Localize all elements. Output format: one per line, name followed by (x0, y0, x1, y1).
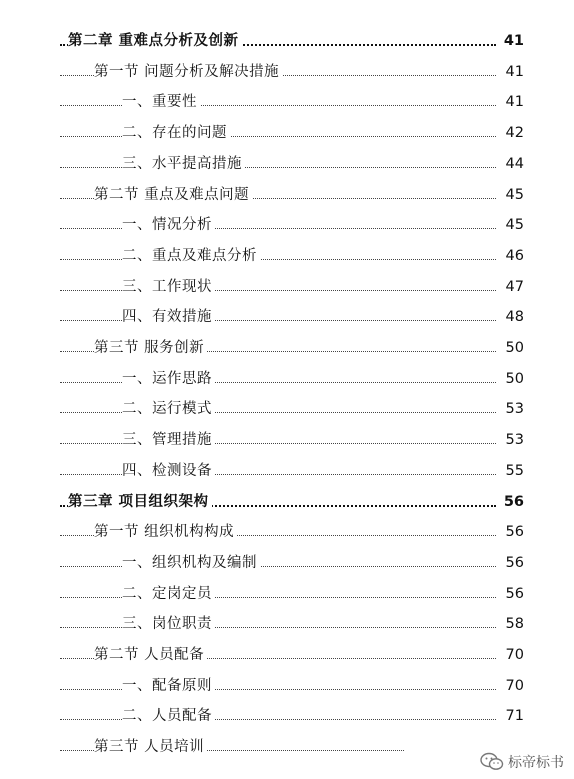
toc-item-row[interactable] (0, 671, 574, 702)
toc-page-number: 53 (504, 394, 524, 425)
toc-item-row[interactable] (0, 149, 574, 180)
toc-item-row[interactable] (0, 609, 574, 640)
toc-item-row[interactable] (0, 394, 574, 425)
toc-entry-label: 二、定岗定员 (122, 579, 215, 610)
toc-item-row[interactable] (0, 210, 574, 241)
toc-page-number: 45 (504, 210, 524, 241)
toc-entry-label: 三、岗位职责 (122, 609, 215, 640)
toc-entry-label: 二、运行模式 (122, 394, 215, 425)
toc-entry-label: 一、配备原则 (122, 671, 215, 702)
toc-entry-label: 三、工作现状 (122, 272, 215, 303)
toc-section-row[interactable] (0, 640, 574, 671)
toc-page-number: 56 (502, 487, 524, 518)
toc-entry-label: 一、情况分析 (122, 210, 215, 241)
toc-entry-label: 四、检测设备 (122, 456, 215, 487)
toc-item-row[interactable] (0, 701, 574, 732)
toc-entry-label: 四、有效措施 (122, 302, 215, 333)
toc-item-row[interactable] (0, 364, 574, 395)
toc-item-row[interactable] (0, 456, 574, 487)
toc-page-number: 42 (504, 118, 524, 149)
toc-page-number: 56 (504, 579, 524, 610)
toc-chapter-row[interactable] (0, 487, 574, 518)
toc-item-row[interactable] (0, 118, 574, 149)
toc-entry-label: 二、重点及难点分析 (122, 241, 260, 272)
toc-item-row[interactable] (0, 272, 574, 303)
toc-entry-label: 第三节 服务创新 (94, 333, 207, 364)
toc-entry-label: 二、人员配备 (122, 701, 215, 732)
toc-page-number: 44 (504, 149, 524, 180)
toc-entry-label: 三、水平提高措施 (122, 149, 245, 180)
toc-page-number: 56 (504, 548, 524, 579)
toc-page-number: 71 (504, 701, 524, 732)
toc-page-number: 50 (504, 364, 524, 395)
wechat-icon (480, 752, 504, 772)
toc-entry-label: 二、存在的问题 (122, 118, 230, 149)
toc-entry-label: 第一节 问题分析及解决措施 (94, 57, 282, 88)
toc-entry-label: 第一节 组织机构构成 (94, 517, 237, 548)
toc-page-number: 70 (504, 640, 524, 671)
toc-page-number: 47 (504, 272, 524, 303)
toc-entry-label: 一、运作思路 (122, 364, 215, 395)
toc-page-number: 55 (504, 456, 524, 487)
toc-section-row[interactable] (0, 57, 574, 88)
toc-chapter-row[interactable] (0, 26, 574, 57)
toc-item-row[interactable] (0, 241, 574, 272)
toc-entry-label: 第三章 项目组织架构 (68, 487, 212, 518)
toc-entry-label: 第二节 重点及难点问题 (94, 180, 252, 211)
toc-page-number: 56 (504, 517, 524, 548)
toc-page-number: 41 (504, 87, 524, 118)
toc-page-number: 58 (504, 609, 524, 640)
watermark-text: 标帝标书 (508, 755, 564, 771)
toc-entry-label: 第二节 人员配备 (94, 640, 207, 671)
toc-item-row[interactable] (0, 302, 574, 333)
toc-section-row[interactable] (0, 333, 574, 364)
toc-page-number: 41 (504, 57, 524, 88)
toc-entry-label: 一、重要性 (122, 87, 200, 118)
toc-section-row[interactable] (0, 517, 574, 548)
watermark (476, 749, 568, 775)
toc-entry-label: 第二章 重难点分析及创新 (68, 26, 242, 57)
toc-entry-label: 一、组织机构及编制 (122, 548, 260, 579)
toc-section-row[interactable] (0, 180, 574, 211)
toc-page-number: 46 (504, 241, 524, 272)
toc-entry-label: 三、管理措施 (122, 425, 215, 456)
toc-entry-label: 第三节 人员培训 (94, 732, 207, 763)
toc-page-number: 50 (504, 333, 524, 364)
toc-item-row[interactable] (0, 425, 574, 456)
toc-item-row[interactable] (0, 548, 574, 579)
toc-page-number: 41 (502, 26, 524, 57)
toc-page-number: 53 (504, 425, 524, 456)
toc-page-number: 45 (504, 180, 524, 211)
toc-page-number: 48 (504, 302, 524, 333)
toc-item-row[interactable] (0, 579, 574, 610)
toc-page-number: 70 (504, 671, 524, 702)
toc-item-row[interactable] (0, 87, 574, 118)
